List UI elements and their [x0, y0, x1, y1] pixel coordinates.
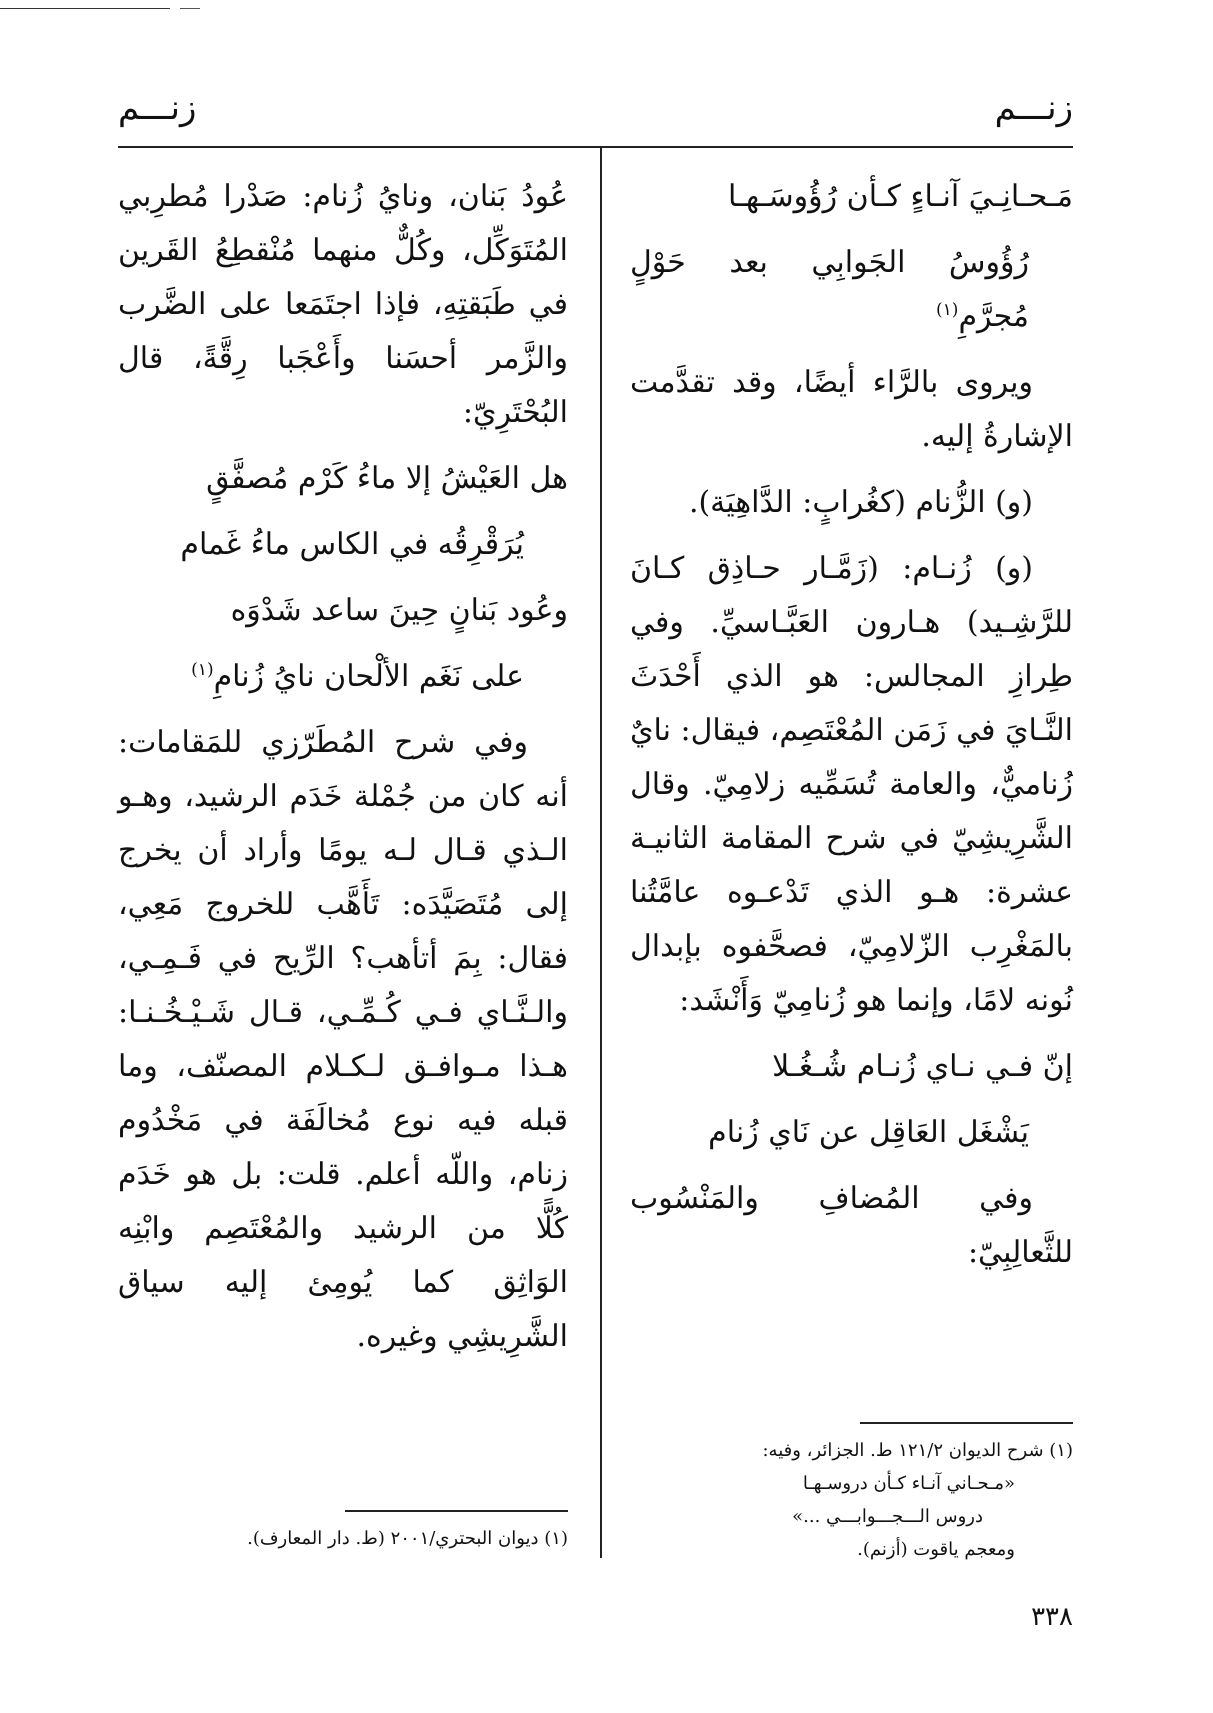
- scan-top-mark: [0, 8, 170, 9]
- scan-top-mark-short: [180, 8, 200, 9]
- footnotes-right: [640, 1434, 1073, 1566]
- verse-2-line-2-text: على نَغَم الألْحان نايُ زُنامِ: [213, 659, 524, 694]
- verse-2-line-1: إنّ فـي نـاي زُنـام شُـغُـلا: [772, 1049, 1073, 1084]
- footnote-line: (١) شرح الديوان ١٢١/٢ ط. الجزائر، وفيه:: [762, 1440, 1073, 1461]
- footnote-line: (١) ديوان البحتري/٢٠٠١ (ط. دار المعارف).: [247, 1528, 568, 1549]
- verse-1-line-2-text: رُؤُوسُ الجَوابِي بعد حَوْلٍ مُجرَّمِ: [630, 245, 1029, 334]
- footnote-line: ومعجم ياقوت (أزنم).: [857, 1539, 1015, 1560]
- verse-1-line-1: هل العَيْشُ إلا ماءُ كَرْم مُصفَّقٍ: [206, 461, 568, 496]
- header-rule: [118, 146, 1073, 148]
- paragraph: (و) الزُّنام (كغُرابٍ: الدَّاهِيَة).: [688, 485, 1033, 520]
- paragraph: وفي المُضافِ والمَنْسُوب للثَّعالِبِيّ:: [630, 1181, 1073, 1270]
- verse-1-line-1: مَـحـانِـيَ آنـاءٍ كـأن رُؤُوسَـهـا: [727, 179, 1073, 214]
- verse-1-line-2: [630, 236, 1073, 344]
- page-number: ٣٣٨: [1031, 1602, 1073, 1632]
- footnote-rule-right: [860, 1422, 1073, 1424]
- footnote-rule-left: [345, 1510, 568, 1512]
- verse-2-line-2: [118, 650, 568, 704]
- right-column: [630, 170, 1073, 1292]
- verse-2-line-2: يَشْغَل العَاقِل عن نَاي زُنام: [708, 1115, 1029, 1150]
- footnote-ref: (١): [191, 660, 214, 680]
- footnote-ref: (١): [936, 300, 959, 320]
- paragraph: وفي شرح المُطَرّزي للمَقامات: أنه كان من جُمْلة خَدَم الرشيد، وهـو الـذي قـال لـه يومًا وأراد أن يخرج إلى مُتَصَيَّدَه: تَأَهَّب للخروج مَعِي، فقال: بِمَ أتأهب؟ الرِّيح في فَـمِـي، والـنَّـاي فـي كُـمِّـي، قـال شَـيْـخُـنـا: هـذا مـوافـق لـكـلام المصنّف، وما قبله فيه نوع مُخالَفَة في مَخْدُوم زنام، واللّه أعلم. قلت: بل هو خَدَم كُلًّا من الرشيد والمُعْتَصِم وابْنِه الوَاثِق كما يُومِئ إليه سياق الشَّرِيشِي وغيره.: [118, 725, 568, 1354]
- paragraph: عُودُ بَنان، ونايُ زُنام: صَدْرا مُطرِبي المُتَوَكِّل، وكُلٌّ منهما مُنْقطِعُ القَرين في طَبَقتِهِ، فإذا اجتَمَعا على الضَّرب والزَّمر أحسَنا وأَعْجَبا رِقَّةً، قال البُحْتَرِيّ:: [118, 179, 568, 430]
- left-column: [118, 170, 568, 1376]
- running-header-right: زنـــم: [994, 88, 1073, 128]
- verse-2-line-1: وعُود بَنانٍ حِينَ ساعد شَدْوَه: [230, 593, 568, 628]
- running-header-left: زنـــم: [118, 88, 197, 128]
- footnote-line: دروس الـــجـــوابـــي ...»: [792, 1506, 983, 1527]
- verse-1-line-2: يُرَقْرِقُه في الكاس ماءُ غَمام: [180, 527, 524, 562]
- paragraph: ويروى بالرَّاء أيضًا، وقد تقدَّمت الإشارةُ إليه.: [630, 365, 1073, 454]
- footnotes-left: [118, 1522, 568, 1555]
- column-separator: [600, 148, 602, 1558]
- footnote-line: «مـحـاني آنـاء كـأن دروسـهـا: [802, 1473, 1015, 1494]
- paragraph: (و) زُنـام: (زَمَّـار حـاذِق كـانَ للرَّشِـيد) هـارون العَبَّـاسيِّ. وفي طِرازِ المجالس: هو الذي أَحْدَثَ النَّـايَ في زَمَن المُعْتَصِم، فيقال: نايٌ زُناميٌّ، والعامة تُسَمِّيه زلامِيّ. وقال الشَّرِيشِيّ في شرح المقامة الثانيـة عشرة: هـو الذي تَدْعـوه عامَّتُنا بالمَغْرِب الزّلامِيّ، فصحَّفوه بإبدال نُونه لامًا، وإنما هو زُنامِيّ وَأَنْشَد:: [630, 551, 1073, 1018]
